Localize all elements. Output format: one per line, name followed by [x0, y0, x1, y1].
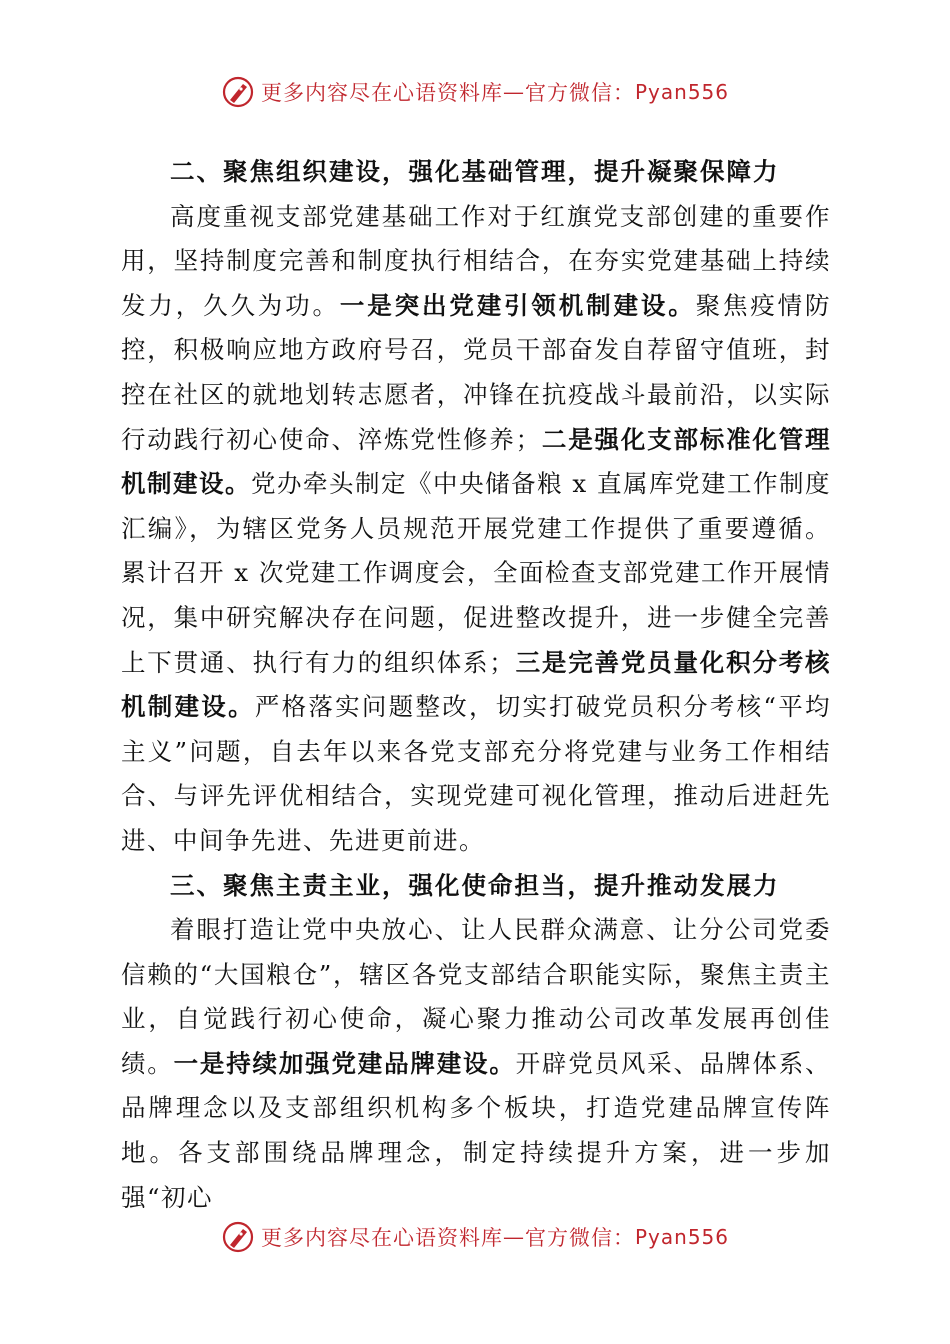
pen-nib-circle-icon: [221, 1220, 255, 1254]
p1-bold-1: 一是突出党建引领机制建设。: [339, 290, 696, 320]
p2-text-c: 开辟党员风采、品牌体系、品牌理念以及支部组织机构多个板块，打造党建品牌宣传阵地。各支部围绕品牌理念，制定持续提升方案，进一步加强“初心: [121, 1048, 832, 1212]
footer-wechat-id: Pyan556: [634, 1225, 729, 1249]
p1-text-e: 严格落实问题整改，切实打破党员积分考核“平均主义”问题，自去年以来各党支部充分将党建与业务工作相结合、与评先评优相结合，实现党建可视化管理，推动后进赶先进、中间争先进、先进更前进。: [121, 692, 831, 855]
paragraph-1: [121, 195, 831, 864]
p1-text-d: 党办牵头制定《中央储备粮 x 直属库党建工作制度汇编》，为辖区党务人员规范开展党建工作提供了重要遵循。累计召开 x 次党建工作调度会，全面检查支部党建工作开展情况，集中研究解决存在问题，促进整改提升，进一步健全完善上下贯通、执行有力的组织体系；: [121, 469, 832, 677]
paragraph-2: [121, 908, 831, 1220]
pen-nib-circle-icon: [221, 75, 255, 109]
p2-text-a: 着眼打造让党中央放心、让人民群众满意、让分公司党委信赖的“大国粮仓”，辖区各党支部结合职能实际，聚焦主责主业，自觉践行初心使命，凝心聚力推动公司改革发展再创佳绩。: [121, 915, 831, 1078]
p1-text-a: 高度重视支部党建基础工作对于红旗党支部创建的重要作用，坚持制度完善和制度执行相结合，在夯实党建基础上持续发力，久久为功。: [121, 201, 831, 320]
p2-bold-1: 一是持续加强党建品牌建设。: [173, 1048, 516, 1078]
p1-bold-2: 二是强化支部标准化管理机制建设。: [121, 424, 832, 499]
footer-separator: —: [502, 1225, 525, 1249]
banner-separator: —: [502, 80, 525, 104]
footer-wechat-label: 官方微信：: [524, 1226, 635, 1250]
banner-wechat-id: Pyan556: [634, 80, 729, 104]
p1-bold-3: 三是完善党员量化积分考核机制建设。: [121, 647, 832, 722]
section-3-heading: 三、聚焦主责主业，强化使命担当，提升推动发展力: [170, 870, 780, 900]
banner-wechat-label: 官方微信：: [524, 81, 635, 105]
footer-brand: 更多内容尽在心语资料库: [260, 1226, 503, 1250]
document-body: [121, 150, 831, 1220]
footer-banner: [0, 1217, 950, 1257]
p1-text-c: 聚焦疫情防控，积极响应地方政府号召，党员干部奋发自荐留守值班，封控在社区的就地划转志愿者，冲锋在抗疫战斗最前沿，以实际行动践行初心使命、淬炼党性修养；: [121, 290, 832, 454]
banner-brand: 更多内容尽在心语资料库: [260, 81, 503, 105]
section-2-heading: 二、聚焦组织建设，强化基础管理，提升凝聚保障力: [170, 157, 780, 186]
header-banner: [0, 72, 950, 112]
